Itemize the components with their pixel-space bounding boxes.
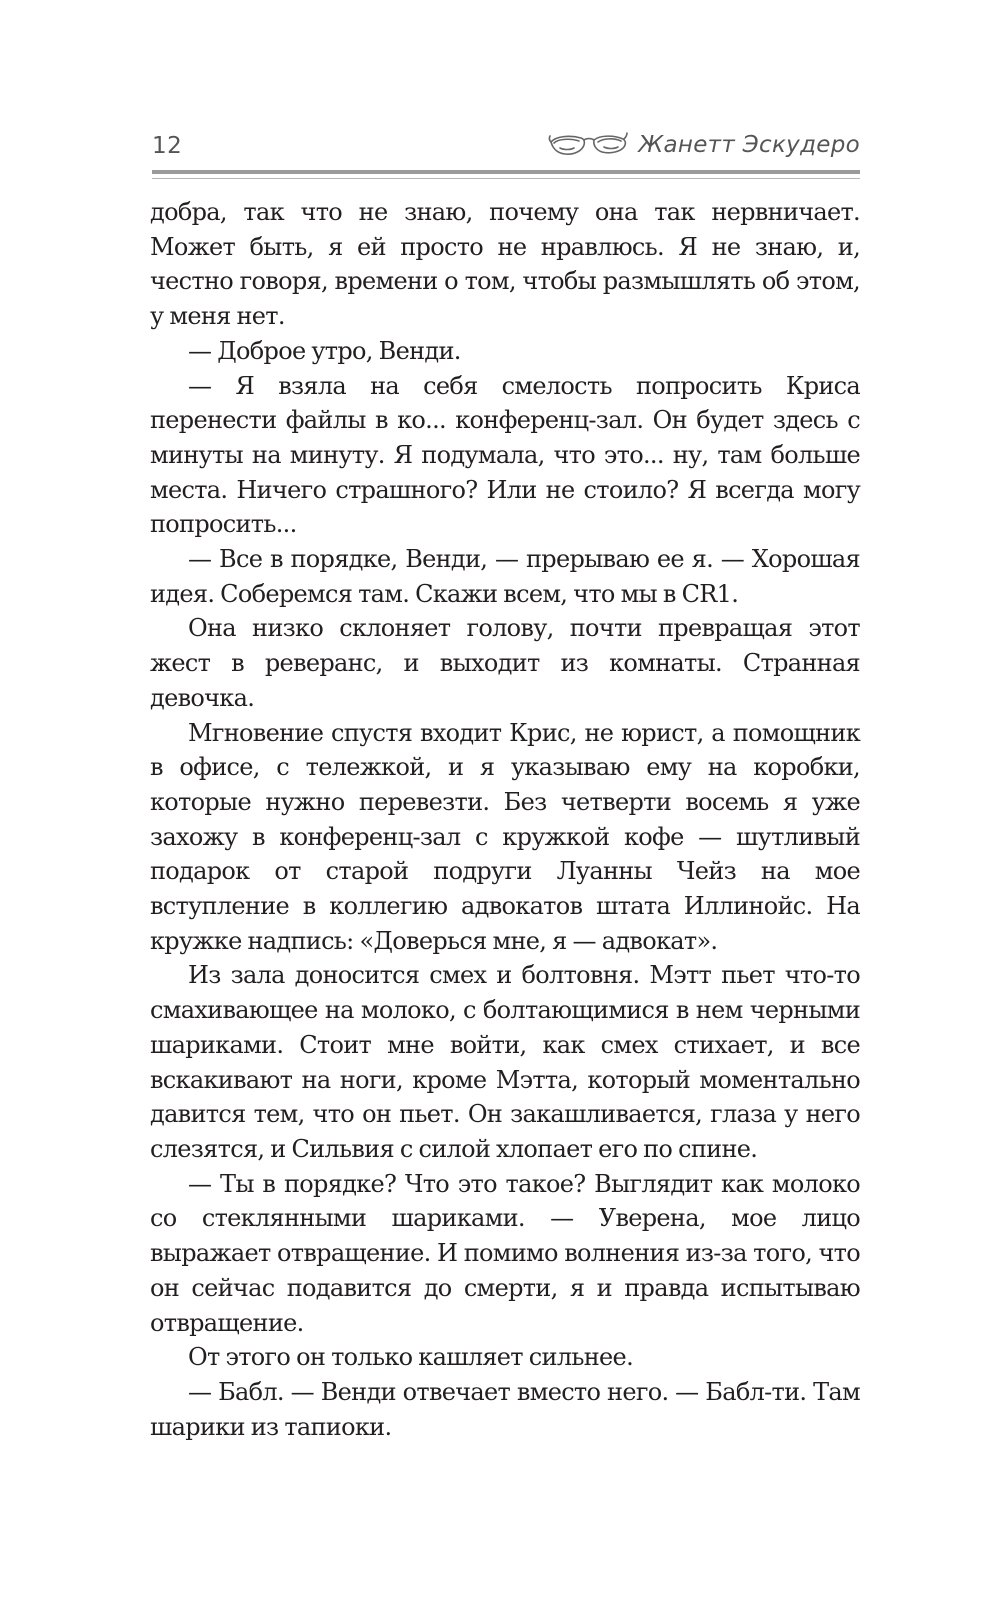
paragraph: — Я взяла на себя смелость попросить Криса перенести файлы в ко... конференц-зал. Он будет здесь с минуты на минуту. Я подумала, что это... ну, там больше места. Ничего страшного? Или не стоило? Я всегда могу попросить... <box>150 371 860 539</box>
paragraph: — Ты в порядке? Что это такое? Выглядит как молоко со стеклянными шариками. — Уверена, мое лицо выражает отвращение. И помимо волнения из-за того, что он сейчас подавится до смерти, я и правда испытываю отвращение. <box>150 1169 860 1337</box>
header-rule-thin <box>152 178 860 179</box>
paragraph: От этого он только кашляет сильнее. <box>188 1343 633 1372</box>
paragraph: Она низко склоняет голову, почти превращая этот жест в реверанс, и выходит из комнаты. Странная девочка. <box>150 614 860 712</box>
body-text <box>150 195 860 1444</box>
running-header <box>152 128 860 168</box>
paragraph: — Бабл. — Венди отвечает вместо него. — Бабл-ти. Там шарики из тапиоки. <box>150 1377 860 1441</box>
paragraph: Мгновение спустя входит Крис, не юрист, а помощник в офисе, с тележкой, и я указываю ему на коробки, которые нужно перевезти. Без четверти восемь я уже захожу в конференц-зал с кружкой кофе — шутливый подарок от старой подруги Луанны Чейз на мое вступление в коллегию адвокатов штата Иллинойс. На кружке надпись: «Доверься мне, я — адвокат». <box>150 718 860 955</box>
glasses-icon <box>548 130 628 160</box>
header-rule-thick <box>152 170 860 174</box>
author-name: Жанетт Эскудеро <box>638 132 860 158</box>
page-number: 12 <box>152 133 183 159</box>
paragraph: — Все в порядке, Венди, — прерываю ее я. — Хорошая идея. Соберемся там. Скажи всем, что мы в CR1. <box>150 545 860 608</box>
paragraph: добра, так что не знаю, почему она так нервничает. Может быть, я ей просто не нравлюсь. Я не знаю, и, честно говоря, времени о том, чтобы размышлять об этом, у меня нет. <box>150 198 860 331</box>
paragraph: Из зала доносится смех и болтовня. Мэтт пьет что-то смахивающее на молоко, с болтающимися в нем черными шариками. Стоит мне войти, как смех стихает, и все вскакивают на ноги, кроме Мэтта, который моментально давится тем, что он пьет. Он закашливается, глаза у него слезятся, и Сильвия с силой хлопает его по спине. <box>150 961 860 1163</box>
paragraph: — Доброе утро, Венди. <box>188 336 461 365</box>
header-author-block <box>548 130 860 160</box>
